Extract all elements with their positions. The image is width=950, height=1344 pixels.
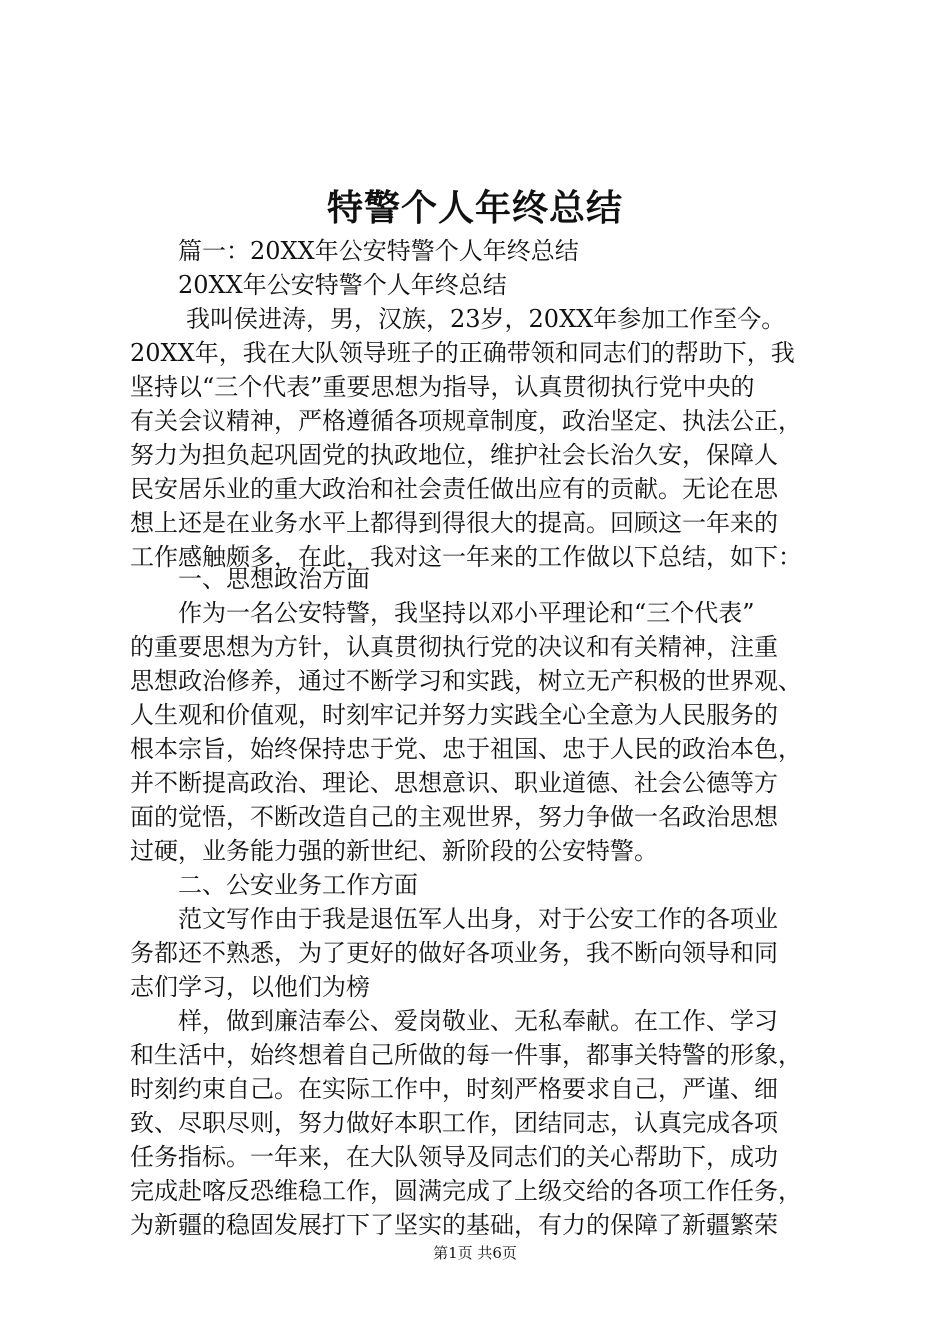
paragraph-line: 完成赴喀反恐维稳工作，圆满完成了上级交给的各项工作任务， [130,1177,802,1205]
page-footer: 第1页 共6页 [433,1244,517,1262]
paragraph-line: 想上还是在业务水平上都得到得很大的提高。回顾这一年来的 [130,509,778,537]
paragraph-line: 范文写作由于我是退伍军人出身，对于公安工作的各项业 [178,905,778,933]
paragraph-line: 根本宗旨，始终保持忠于党、忠于祖国、忠于人民的政治本色， [130,735,802,763]
paragraph-line: 努力为担负起巩固党的执政地位，维护社会长治久安，保障人 [130,441,778,469]
paragraph-line: 工作感触颇多，在此，我对这一年来的工作做以下总结，如下： [130,543,802,571]
paragraph-line: 过硬，业务能力强的新世纪、新阶段的公安特警。 [130,837,658,865]
paragraph-line: 的重要思想为方针，认真贯彻执行党的决议和有关精神，注重 [130,633,778,661]
paragraph-line: 致、尽职尽则，努力做好本职工作，团结同志，认真完成各项 [130,1109,778,1137]
paragraph-line: 面的觉悟，不断改造自己的主观世界，努力争做一名政治思想 [130,803,778,831]
section-heading: 篇一：20XX年公安特警个人年终总结 [178,237,579,265]
document-title: 特警个人年终总结 [326,187,623,229]
subtitle-line: 20XX年公安特警个人年终总结 [178,271,507,299]
paragraph-line: 为新疆的稳固发展打下了坚实的基础，有力的保障了新疆繁荣 [130,1211,778,1239]
paragraph-line: 有关会议精神，严格遵循各项规章制度，政治坚定、执法公正， [130,407,802,435]
section-heading: 二、公安业务工作方面 [178,871,418,899]
paragraph-line: 时刻约束自己。在实际工作中，时刻严格要求自己，严谨、细 [130,1075,778,1103]
paragraph-line: 坚持以“三个代表”重要思想为指导，认真贯彻执行党中央的 [130,373,755,401]
paragraph-line: 民安居乐业的重大政治和社会责任做出应有的贡献。无论在思 [130,475,778,503]
paragraph-line: 我叫侯进涛，男，汉族，23岁，20XX年参加工作至今。 [186,305,786,333]
section-heading: 一、思想政治方面 [178,565,370,593]
paragraph-line: 任务指标。一年来，在大队领导及同志们的关心帮助下，成功 [130,1143,778,1171]
paragraph-line: 作为一名公安特警，我坚持以邓小平理论和“三个代表” [178,599,755,627]
paragraph-line: 思想政治修养，通过不断学习和实践，树立无产积极的世界观、 [130,667,802,695]
paragraph-line: 20XX年，我在大队领导班子的正确带领和同志们的帮助下，我 [130,339,795,367]
paragraph-line: 务都还不熟悉，为了更好的做好各项业务，我不断向领导和同 [130,939,778,967]
paragraph-line: 志们学习，以他们为榜 [130,973,370,1001]
paragraph-line: 和生活中，始终想着自己所做的每一件事，都事关特警的形象， [130,1041,802,1069]
paragraph-line: 人生观和价值观，时刻牢记并努力实践全心全意为人民服务的 [130,701,778,729]
paragraph-line: 并不断提高政治、理论、思想意识、职业道德、社会公德等方 [130,769,778,797]
paragraph-line: 样，做到廉洁奉公、爱岗敬业、无私奉献。在工作、学习 [178,1007,778,1035]
